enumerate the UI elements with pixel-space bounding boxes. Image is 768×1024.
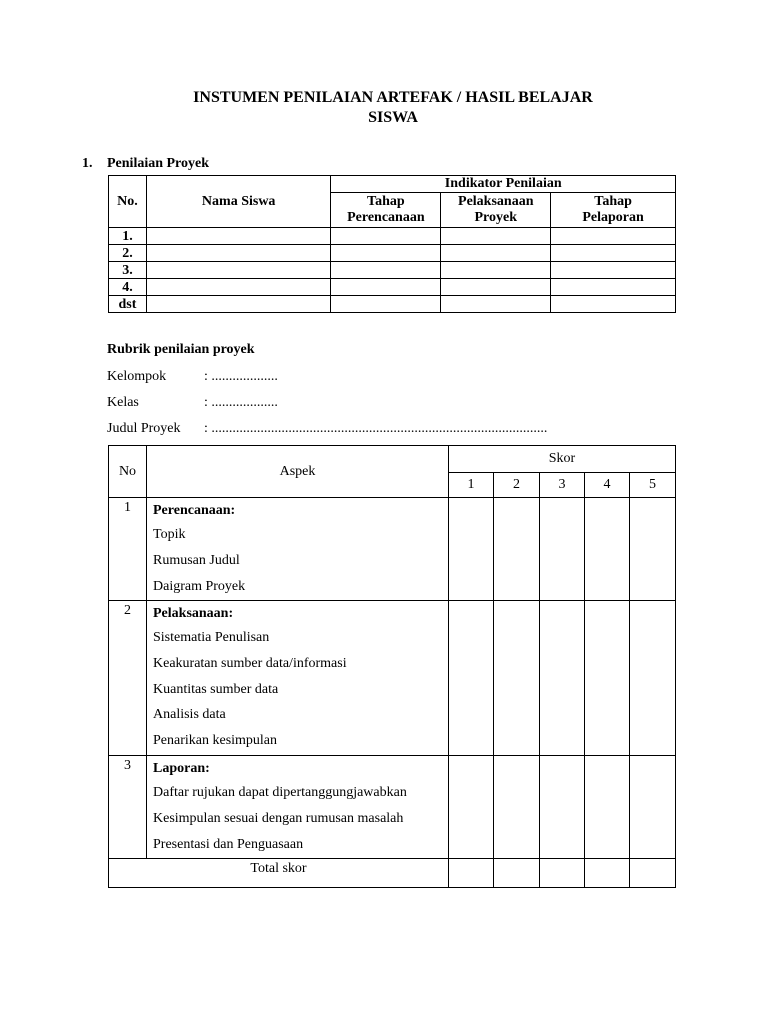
score-cell [551, 296, 676, 313]
score-cell [540, 498, 585, 601]
aspect-item: Kuantitas sumber data [153, 681, 279, 697]
score-cell [449, 756, 494, 859]
row-number: 2. [109, 245, 147, 262]
section-number: 2 [109, 601, 147, 756]
score-cell [585, 498, 630, 601]
aspect-cell [147, 601, 449, 756]
aspect-item: Keakuratan sumber data/informasi [153, 655, 347, 671]
total-row [109, 859, 676, 888]
section-number: 1. [82, 156, 93, 171]
score-cell [441, 279, 551, 296]
score-cell [551, 262, 676, 279]
score-header-3: 3 [540, 473, 585, 498]
score-cell [441, 296, 551, 313]
field-kelas [107, 395, 278, 411]
score-cell [540, 756, 585, 859]
field-label: Judul Proyek [107, 421, 181, 436]
aspect-heading: Perencanaan: [153, 503, 236, 518]
score-header-4: 4 [585, 473, 630, 498]
header-aspek: Aspek [147, 446, 449, 498]
header-indicator-1: Tahap Perencanaan [331, 193, 441, 228]
score-cell [551, 245, 676, 262]
score-cell [441, 228, 551, 245]
score-cell [331, 245, 441, 262]
field-label: Kelompok [107, 369, 167, 384]
field-kelompok [107, 369, 278, 385]
score-cell [449, 498, 494, 601]
header-no: No. [109, 176, 147, 228]
document-title [0, 88, 768, 128]
section-number: 3 [109, 756, 147, 859]
name-cell [146, 296, 330, 313]
total-label: Total skor [109, 859, 449, 888]
aspect-item: Kesimpulan sesuai dengan rumusan masalah [153, 810, 404, 826]
score-cell [585, 859, 630, 888]
rubric-section-perencanaan [109, 498, 676, 601]
score-cell [540, 601, 585, 756]
score-cell [449, 859, 494, 888]
header-nama-siswa: Nama Siswa [146, 176, 330, 228]
name-cell [146, 245, 330, 262]
score-cell [551, 228, 676, 245]
score-cell [494, 601, 540, 756]
student-assessment-table [108, 175, 676, 313]
aspect-item: Analisis data [153, 707, 226, 723]
header-indicator-2: Pelaksanaan Proyek [441, 193, 551, 228]
score-cell [630, 756, 676, 859]
score-cell [494, 756, 540, 859]
title-line-1: INSTUMEN PENILAIAN ARTEFAK / HASIL BELAJAR [193, 89, 593, 106]
score-cell [331, 228, 441, 245]
score-cell [630, 498, 676, 601]
aspect-item: Topik [153, 527, 186, 542]
table-row [109, 262, 676, 279]
table-row [109, 296, 676, 313]
score-header-5: 5 [630, 473, 676, 498]
score-cell [540, 859, 585, 888]
aspect-item: Presentasi dan Penguasaan [153, 836, 304, 852]
table-row [109, 245, 676, 262]
score-cell [331, 262, 441, 279]
header-indicator-3: Tahap Pelaporan [551, 193, 676, 228]
table-row [109, 279, 676, 296]
aspect-cell [147, 498, 449, 601]
score-cell [585, 756, 630, 859]
rubric-title: Rubrik penilaian proyek [107, 342, 255, 357]
section-title: Penilaian Proyek [107, 156, 210, 171]
score-cell [551, 279, 676, 296]
name-cell [146, 228, 330, 245]
section-number: 1 [109, 498, 147, 601]
aspect-heading: Pelaksanaan: [153, 606, 234, 621]
field-value: : ................................................................................................ [204, 421, 548, 436]
title-line-2: SISWA [368, 109, 418, 126]
score-cell [630, 601, 676, 756]
aspect-heading: Laporan: [153, 761, 210, 776]
rubric-section-pelaksanaan [109, 601, 676, 756]
score-header-2: 2 [494, 473, 540, 498]
aspect-item: Daigram Proyek [153, 578, 246, 594]
name-cell [146, 262, 330, 279]
score-cell [585, 601, 630, 756]
field-judul-proyek [107, 421, 547, 437]
score-cell [630, 859, 676, 888]
name-cell [146, 279, 330, 296]
header-skor: Skor [449, 446, 676, 473]
field-value: : ................... [204, 395, 278, 410]
score-cell [494, 498, 540, 601]
header-no: No [109, 446, 147, 498]
aspect-item: Sistematia Penulisan [153, 630, 270, 645]
rubric-section-laporan [109, 756, 676, 859]
aspect-item: Penarikan kesimpulan [153, 733, 278, 749]
section-heading [82, 156, 209, 172]
score-cell [331, 296, 441, 313]
rubric-table [108, 445, 676, 888]
aspect-item: Daftar rujukan dapat dipertanggungjawabkan [153, 785, 407, 800]
score-header-1: 1 [449, 473, 494, 498]
aspect-item: Rumusan Judul [153, 552, 240, 568]
table-row [109, 228, 676, 245]
score-cell [441, 262, 551, 279]
field-value: : ................... [204, 369, 278, 384]
aspect-cell [147, 756, 449, 859]
row-number: 1. [109, 228, 147, 245]
header-indikator: Indikator Penilaian [331, 176, 676, 193]
score-cell [449, 601, 494, 756]
row-number: 3. [109, 262, 147, 279]
row-number: dst [109, 296, 147, 313]
field-label: Kelas [107, 395, 139, 410]
score-cell [494, 859, 540, 888]
score-cell [441, 245, 551, 262]
score-cell [331, 279, 441, 296]
row-number: 4. [109, 279, 147, 296]
